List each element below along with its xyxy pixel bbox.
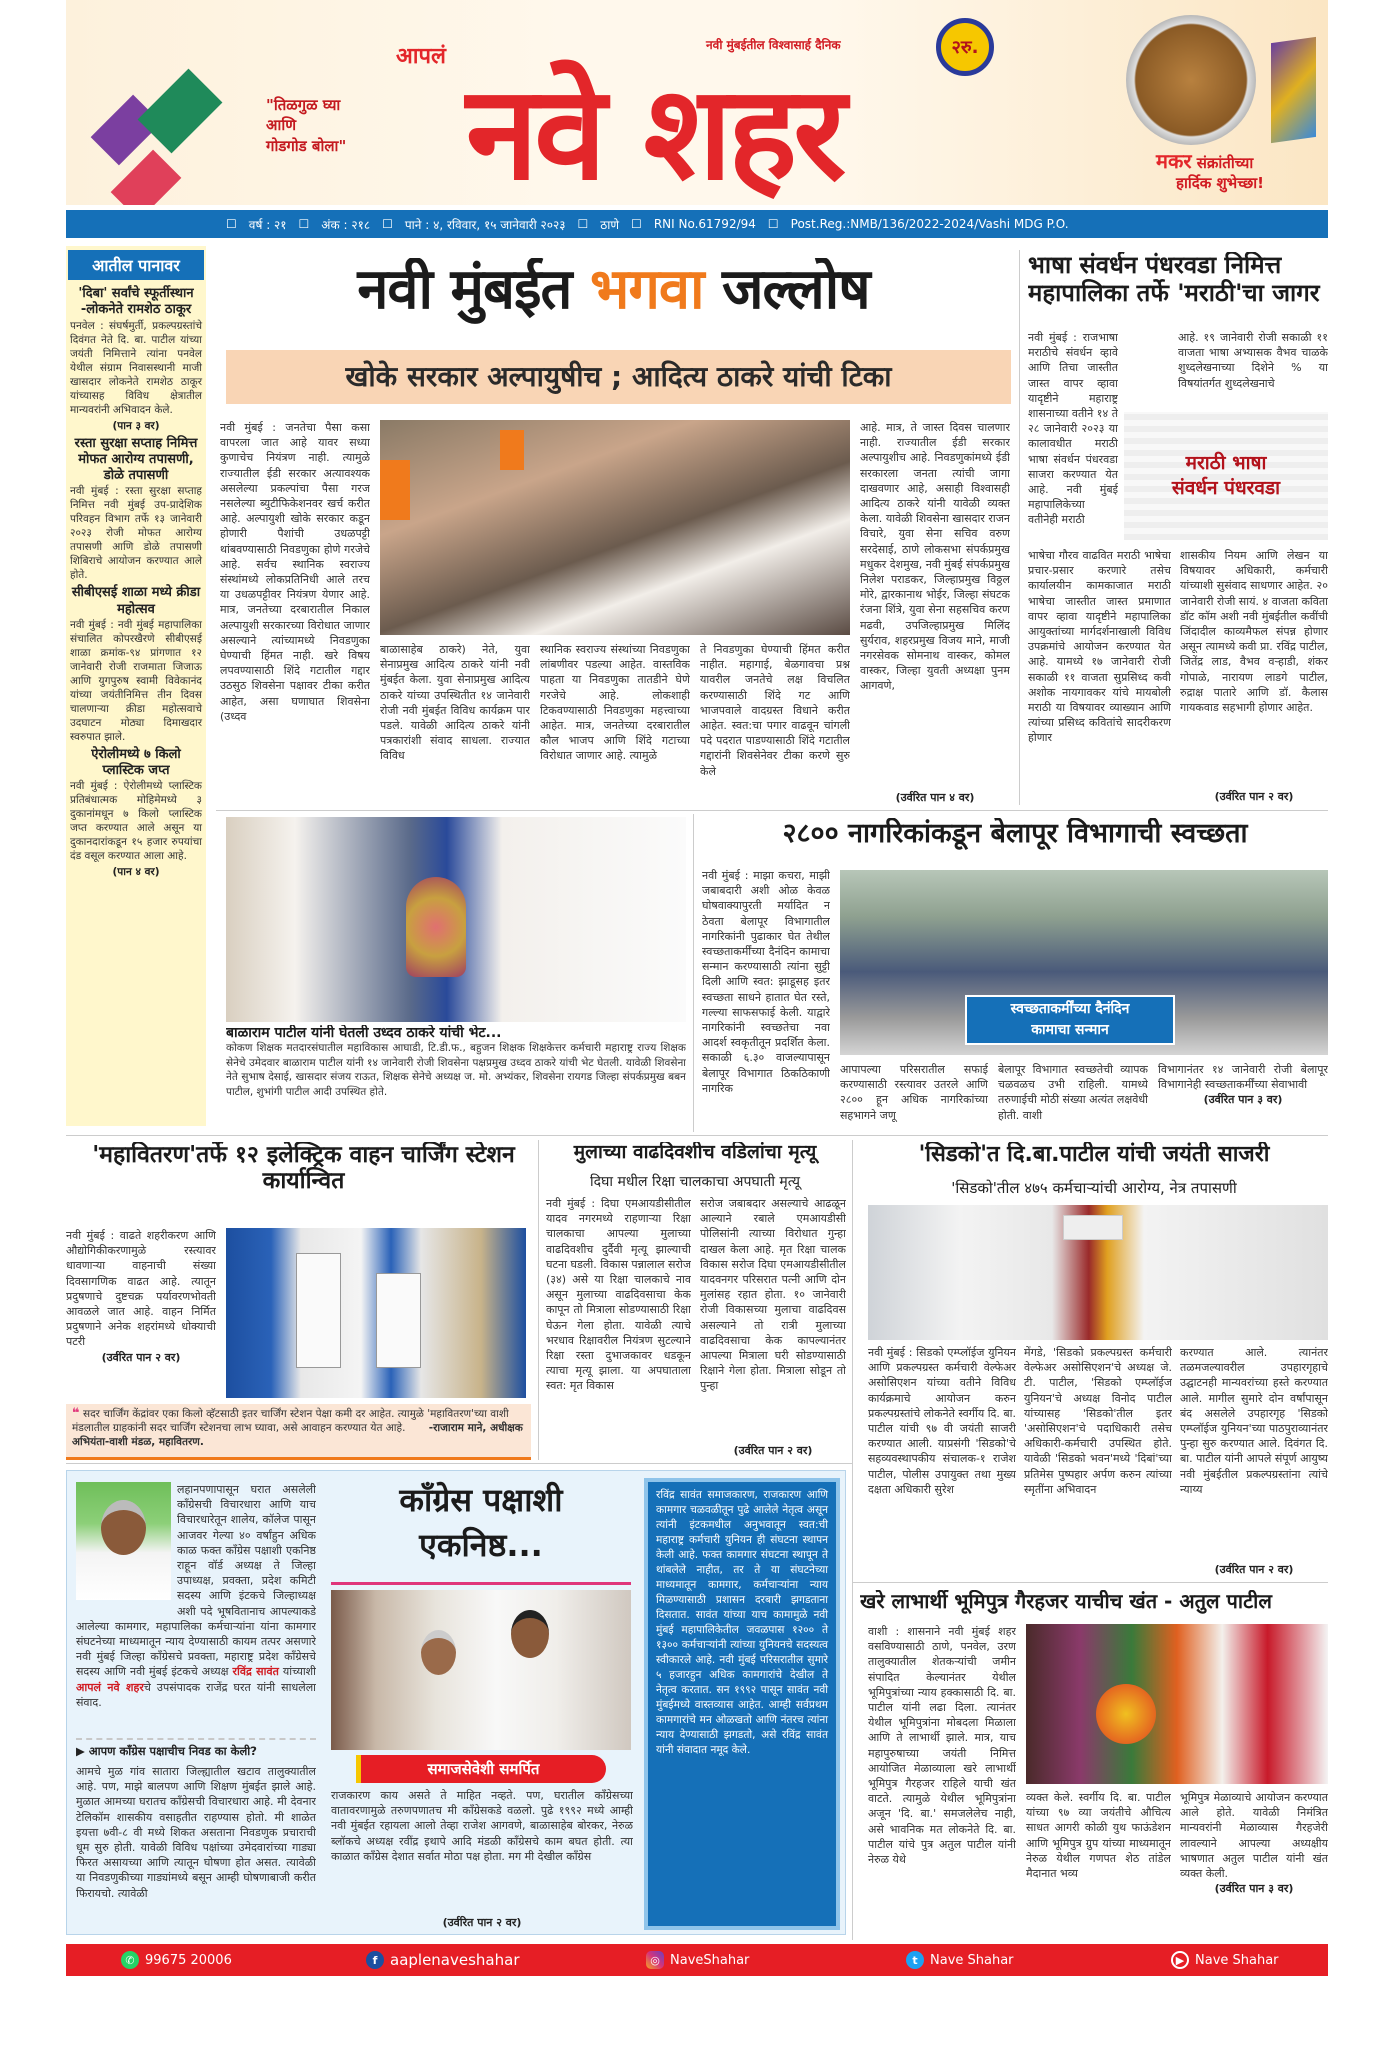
year: वर्ष : २१ (248, 217, 287, 232)
cidco-logo (1063, 1215, 1123, 1240)
masthead (66, 0, 1328, 205)
marathi-headline: भाषा संवर्धन पंधरवडा निमित्त महापालिका तर्फे 'मराठी'चा जागर (1028, 252, 1320, 307)
sankrant-greeting (1156, 148, 1264, 194)
headline-line: एकनिष्ठ... (419, 1525, 543, 1564)
marathi-column-2-text: शासकीय नियम आणि लेखन या विषयावर अधिकारी, कर्मचारी यांच्याशी सुसंवाद साधणार आहेत. २० जानेवारी रोजी सायं. ४ वाजता कविता डॉट कॉम अशी नवी मुंबईतील कवींची जिंदादील काव्यमैफल संपन्न होणार असून त्यामध्ये कवी प्रा. रविंद्र पाटील, जितेंद्र लाड, वैभव वऱ्हाडी, शंकर गोपाळे, नारायण लाडगे पाटील, रुद्राक्ष पातारे आणि डॉ. कैलास गायकवाड सहभागी होणार आहेत. (1180, 549, 1328, 715)
balaram-caption-body: कोकण शिक्षक मतदारसंघातील महाविकास आघाडी, टि.डी.फ., बहुजन शिक्षक शिक्षकेत्तर कर्मचारी महाराष्ट्र राज्य शिक्षक सेनेचे उमेदवार बाळाराम पाटील यांनी १४ जानेवारी रोजी शिवसेना पक्षप्रमुख उध्दव ठाकरे यांची भेट घेतली. यावेळी शिवसेना नेते सुभाष देसाई, खासदार संजय राऊत, शिक्षक सेनेचे अध्यक्ष ज. मो. अभ्यंकर, शिवसेना रायगड जिल्हा संपर्कप्रमुख बबन पाटील, शुभांगी पाटील आदी उपस्थित होते. (226, 1042, 686, 1098)
atul-column-3 (1180, 1790, 1328, 1934)
pages-date: पाने : ४, रविवार, १५ जानेवारी २०२३ (404, 217, 566, 232)
accident-column-2 (700, 1196, 846, 1458)
pre-title: आपलं (396, 44, 446, 69)
headline-line: कॉंग्रेस पक्षाशी (399, 1481, 563, 1519)
cleanliness-column-1: नवी मुंबई : माझा कचरा, माझी जबाबदारी अशी ओळ केवळ घोषवाक्यापुरती मर्यादित न ठेवता बेलापूर विभागातील नागरिकांनी पुढाकार घेत तेथील स्वच्छताकर्मींच्या दैनंदिन कामाचा सन्मान करण्यासाठी त्यांना सुट्टी दिली आणि स्वत: झाडूसह इतर स्वच्छता साधने हातात घेत रस्ते, गल्ल्या साफसफाई केली. याद्वारे नागरिकांनी स्वच्छतेचा नवा आदर्श स्वकृतीतून प्रदर्शित केला. सकाळी ६.३० वाजल्यापासून बेलापूर विभागात ठिकठिकाणी नागरिक (702, 869, 830, 1095)
ev-body (66, 1228, 216, 1400)
cleanliness-banner (965, 995, 1175, 1045)
charger-icon (296, 1253, 341, 1368)
charger-icon (376, 1273, 421, 1368)
intro-text: चे उपसंपादक राजेंद्र घरत यांनी साधलेला संवाद. (76, 1680, 316, 1709)
question (76, 1744, 316, 1762)
quote-attribution: -राजाराम माने, अधीक्षक अभियंता-वाशी मंडळ, महावितरण. (72, 1422, 523, 1448)
rni-number: RNI No.61792/94 (653, 217, 756, 231)
youtube-icon: ▶ (1171, 1951, 1189, 1969)
checkbox-icon: ☐ (382, 217, 393, 231)
marathi-column-1-bottom: भाषेचा गौरव वाढवित मराठी भाषेचा प्रचार-प्रसार करणारे तसेच कार्यालयीन कामकाजात मराठी भाषेचा जास्तीत जास्त प्रमाणात वापर व्हावा यादृष्टीने महापालिका आयुक्तांच्या मार्गदर्शनाखाली विविध उपक्रमांचे आयोजन करण्यात येत आहे. यामध्ये १७ जानेवारी रोजी सकाळी ११ वाजता सुप्रसिध्द कवी अशोक नायगावकर यांचे मायबोली मराठी या विषयावर व्याख्यान आणि त्यांच्या प्रसिध्द कवितांचे सादरीकरण होणार (1028, 549, 1171, 745)
headline-text: नवी मुंबईत (357, 258, 572, 322)
atul-column-3-text: भूमिपुत्र मेळाव्याचे आयोजन करण्यात आले होते. यावेळी निमंत्रित मान्यवरांनी मेळाव्यास गैरहजेरी लावल्याने आपल्या अध्यक्षीय भाषणात अतुल पाटील यांनी खंत व्यक्त केली. (1180, 1791, 1328, 1881)
checkbox-icon: ☐ (767, 217, 779, 231)
headline-highlight: भगवा (589, 258, 704, 322)
horizontal-divider (66, 1463, 852, 1464)
accident-column-1: नवी मुंबई : दिघा एमआयडीसीतील यादव नगरमध्ये राहणाऱ्या रिक्षा चालकाचा आपल्या मुलाच्या वाढदिवशीच दुर्दैवी मृत्यू झाल्याची घटना घडली. विकास पन्नालाल सरोज (३४) असे या रिक्षा चालकाचे नाव असून मुलाच्या वाढदिवसाचा केक कापून तो मित्राला सोडण्यासाठी रिक्षा घेऊन गेला होता. यावेळी त्याचे भरधाव रिक्षावरील नियंत्रण सुटल्याने रिक्षा रस्ता दुभाजकावर धडकून त्याचा मृत्यू झाला. या अपघाताला स्वत: मृत विकास (546, 1197, 691, 1393)
postal-registration: Post.Reg.:NMB/136/2022-2024/Vashi MDG P.O. (790, 217, 1069, 231)
sidebar-item[interactable] (70, 286, 202, 433)
checkbox-icon: ☐ (631, 217, 642, 231)
saffron-flag-icon (500, 430, 524, 470)
sidebar-item-body: पनवेल : संघर्षमुर्ती, प्रकल्पग्रस्तांचे दिवंगत नेते दि. बा. पाटील यांच्या जयंती निमित्ताने त्यांना पनवेल येथील संग्राम निवासस्थानी माजी खासदार लोकनेते रामशेठ ठाकूर यांच्यासह विविध क्षेत्रातील मान्यवरांनी अभिवादन केले. (70, 319, 202, 416)
horizontal-divider (852, 1582, 1328, 1583)
column-divider (538, 1140, 539, 1460)
marathi-column-2-top: आहे. १९ जानेवारी रोजी सकाळी ११ वाजता भाषा अभ्यासक वैभव चाळके शुध्दलेखनाच्या दिशेने % या विषयांतर्गत शुध्दलेखनाचे (1178, 331, 1328, 390)
sidebar-item-title: रस्ता सुरक्षा सप्ताह निमित्त मोफत आरोग्य तपासणी, डोळे तपासणी (74, 435, 198, 483)
sawant-profile-box: रविंद्र सावंत समाजकारण, राजकारण आणि कामगार चळवळीतून पुढे आलेले नेतृत्व असून त्यांनी इंटकमधील अनुभवातून स्वत:ची महाराष्ट्र कर्मचारी युनियन ही संघटना स्थापन केली आहे. फक्त कामगार संघटना स्थापून ते थांबलेले नाहीत, तर ते या संघटनेच्या माध्यमातून कामगार, कर्मचाऱ्यांना न्याय मिळण्यासाठी प्रशासन दरबारी झगडताना दिसतात. सावंत यांच्या याच कामामुळे नवी मुंबई महापालिकेतील जवळपास १२०० ते १३०० कर्मचाऱ्यांनी त्यांच्या युनियनचे सदस्यत्व स्वीकारले आहे. नवी मुंबई परिसरातील सुमारे ५ हजारहुन अधिक कामगारांचे देखील ते नेतृत्व करतात. सन १९९२ पासून सावंत नवी मुंबईमध्ये वास्तव्यास आहेत. आम्ही सर्वप्रथम कामगारांचे मन ओळखतो आणि नंतरच त्यांना न्याय देण्यासाठी झगडतो, असे रविंद्र सावंत यांनी संवादात नमूद केले. (644, 1478, 840, 1930)
congress-headline (328, 1478, 634, 1578)
answer-text: राजकारण काय असते ते माहित नव्हते. पण, घरातील कॉंग्रेसच्या वातावरणामुळे तरुणपणातच मी कॉंग्रेसकडे वळलो. पुढे १९९२ मध्ये आम्ही नवी मुंबईत रहायला आलो तेव्हा राजेश आगवणे, बाळासाहेब बोरकर, नेरुळ ब्लॉकचे अध्यक्ष रवींद्र इथापे आदि मंडळी कॉंग्रेसचे काम बघत होती. त्या काळात कॉंग्रेस देशात सर्वात मोठा पक्ष होता. मग मी देखील कॉंग्रेस (331, 1789, 633, 1863)
sidebar-item[interactable] (70, 585, 202, 744)
lead-column-2: बाळासाहेब ठाकरे) नेते, युवा सेनाप्रमुख आदित्य ठाकरे यांनी नवी मुंबईत केला. युवा सेनाप्रमुख आदित्य ठाकरे यांच्या उपस्थितीत १४ जानेवारी रोजी नवी मुंबईत विविध कार्यक्रम पार पडले. यावेळी आदित्य ठाकरे यांनी पत्रकारांशी संवाद साधला. राज्यात विविध (380, 643, 530, 763)
balaram-caption (226, 1025, 686, 1130)
atul-column-2: व्यक्त केले. स्वर्गीय दि. बा. पाटील यांच्या ९७ व्या जयंतीचे औचित्य साधत आगरी कोळी युथ फाऊंडेशन आणि भूमिपुत्र ग्रुप यांच्या माध्यमातून नेरुळ येथील गणपत शेठ तांडेल मैदानात भव्य (1026, 1791, 1171, 1881)
sidebar-item-body: नवी मुंबई : रस्ता सुरक्षा सप्ताह निमित्त नवी मुंबई उप-प्रादेशिक परिवहन विभाग तर्फे १३ जानेवारी २०२३ रोजी मोफत आरोग्य तपासणी आणि डोळे तपासणी शिबिराचे आयोजन करण्यात आले होते. (70, 485, 202, 582)
sidebar-item-title: ऐरोलीमध्ये ७ किलो प्लास्टिक जप्त (91, 746, 181, 778)
continued-label: (उर्वरित पान २ वर) (733, 1443, 813, 1457)
atul-headline: खरे लाभार्थी भूमिपुत्र गैरहजर याचीच खंत - अतुल पाटील (860, 1590, 1272, 1613)
newspaper-page (66, 0, 1328, 2000)
name-highlight: रविंद्र सावंत (232, 1665, 279, 1679)
lead-headline (216, 258, 1011, 342)
ev-headline: 'महावितरण'तर्फे १२ इलेक्ट्रिक वाहन चार्जिंग स्टेशन कार्यान्वित (92, 1142, 515, 1195)
ravindra-sawant-portrait (76, 1482, 171, 1600)
cleanliness-column-2: आपापल्या परिसरातील सफाई करण्यासाठी रस्त्यावर उतरले आणि २८०० हून अधिक नागरिकांच्या सहभागने जणू (840, 1063, 988, 1122)
cleanliness-column-3: बेलापूर विभागात स्वच्छतेची व्यापक चळवळच उभी राहिली. यामध्ये तरुणाईची मोठी संख्या अत्यंत लक्षवेधी होती. वाशी (998, 1063, 1148, 1122)
saffron-flag-icon (380, 460, 410, 520)
headline-underline (331, 1582, 631, 1585)
footer-twitter[interactable] (906, 1951, 1014, 1969)
marathi-graphic (1124, 412, 1328, 540)
whatsapp-icon: ✆ (121, 1951, 139, 1969)
congress-answer-2 (331, 1788, 633, 1930)
lead-column-4: ते निवडणुका घेण्याची हिंमत करीत नाहीत. महागाई, बेळगावचा प्रश्न यावरील जनतेचे लक्ष विचलित करण्यासाठी शिंदे गट आणि भाजपवाले वादग्रस्त विधाने करीत आहेत. स्वत:चा पगार वाढवून चांगली पदे पदरात पाडण्यासाठी शिंदे गटातील गद्दारांनी शिवसेनेवर टीका करणे सुरु केले (700, 643, 850, 778)
kite-stack-illustration (1271, 37, 1316, 143)
checkbox-icon: ☐ (298, 217, 310, 231)
marathi-column-1-top: नवी मुंबई : राजभाषा मराठीचे संवर्धन व्हावे आणि तिचा जास्तीत जास्त वापर व्हावा यादृष्टीने महाराष्ट्र शासनाच्या वतीने १४ ते २८ जानेवारी २०२३ या कालावधीत मराठी भाषा संवर्धन पंधरवडा साजरा करण्यात येत आहे. नवी मुंबई महापालिकेच्या वतीनेही मराठी (1028, 331, 1118, 527)
cleanliness-headline: २८०० नागरिकांकडून बेलापूर विभागाची स्वच्छता (782, 818, 1248, 849)
quote-icon: ❝ (72, 1406, 80, 1421)
facebook-icon: f (366, 1951, 384, 1969)
paper-name-highlight: आपलं नवे शहर (76, 1680, 144, 1694)
city: ठाणे (600, 217, 620, 232)
cidco-column-3-text: करण्यात आले. त्यानंतर तळमजल्यावरील उपहारगृहाचे उद्घाटनही मान्यवरांच्या हस्ते करण्यात आले. मागील सुमारे दोन वर्षांपासून बंद असलेले उपहारगृह 'सिडको एम्प्लॉईज युनियन'च्या पाठपुराव्यानंतर पुन्हा सुरु करण्यात आले. दिवंगत दि. बा. पाटील यांनी आपले संपूर्ण आयुष्य नवी मुंबईतील प्रकल्पग्रस्तांना त्यांचे न्याय्य (1180, 1346, 1328, 1496)
sidebar-header: आतील पानावर (68, 250, 204, 280)
balaram-meeting-photo (226, 817, 686, 1022)
price-badge: २रु. (936, 18, 994, 76)
samajseva-banner: समाजसेवेशी समर्पित (356, 1755, 606, 1783)
greeting-text: संक्रांतीच्या (1196, 154, 1254, 172)
marathi-column-2-bottom (1180, 548, 1328, 804)
footer-label: 99675 20006 (145, 1952, 232, 1968)
continued-label: (उर्वरित पान ४ वर) (895, 790, 975, 804)
sidebar-item[interactable] (70, 436, 202, 583)
column-divider (693, 814, 694, 1132)
continued-label: (उर्वरित पान ३ वर) (1214, 1882, 1294, 1896)
ev-charging-station-photo (226, 1228, 526, 1398)
checkbox-icon: ☐ (226, 217, 237, 231)
twitter-icon: t (906, 1951, 924, 1969)
graphic-text: संवर्धन पंधरवडा (1171, 477, 1281, 499)
congress-left-column (76, 1482, 316, 1732)
footer-label: NaveShahar (670, 1952, 750, 1968)
graphic-text: मराठी भाषा (1185, 452, 1267, 475)
tilgul-greeting (266, 95, 346, 156)
cleanliness-column-4 (1158, 1062, 1328, 1130)
cidco-headline: 'सिडको'त दि.बा.पाटील यांची जयंती साजरी (918, 1142, 1270, 1167)
bouquet-icon (406, 877, 466, 977)
face-icon (101, 1500, 146, 1555)
lead-column-5-text: आहे. मात्र, ते जास्त दिवस चालणार नाही. राज्यातील ईडी सरकार अल्पायुशीच आहे. निवडणुकांमध्ये ईडी सरकारला जनता त्यांची जागा दाखवणार आहे, असाही विश्वासही आदित्य ठाकरे यांनी यावेळी व्यक्त केला. यावेळी शिवसेना खासदार राजन विचारे, युवा सेना सचिव वरुण सरदेसाई, ठाणे लोकसभा संपर्कप्रमुख मधुकर देशमुख, नवी मुंबई संपर्कप्रमुख निलेश पराडकर, जिल्हाप्रमुख विठ्ठल मोरे, द्वारकानाथ भोईर, जिल्हा संघटक रंजना शिंत्रे, युवा सेना सहसचिव करण मढवी, उपजिल्हाप्रमुख मिलिंद सुर्यराव, शहरप्रमुख विजय माने, माजी नगरसेवक सोमनाथ वास्कर, कोमल वास्कर, जिल्हा युवती अध्यक्षा पुनम आगवणे, (860, 421, 1010, 693)
banner-text: स्वच्छताकर्मींच्या दैनंदिन (1010, 1001, 1130, 1017)
intro-text: लहानपणापासून घरात असलेली कॉंग्रेसची विचारधारा आणि याच विचारधारेतून शालेय, कॉलेज पासून आजवर गेल्या ४० वर्षांहुन अधिक काळ फक्त कॉंग्रेस पक्षाशी एकनिष्ठ राहून वॉर्ड अध्यक्ष ते जिल्हा उपाध्यक्ष, प्रवक्ता, प्रदेश कमिटी सदस्य आणि इंटकचे जिल्हाध्यक्ष अशी पदे भूषवितानाच आपल्याकडे आलेल्या कामगार, महापालिका कर्मचाऱ्यांना यांना कामगार संघटनेच्या माध्यमातून न्याय देण्यासाठी कायम तत्पर असणारे नवी मुंबई जिल्हा कॉंग्रेसचे प्रवक्ता, महाराष्ट्र प्रदेश कॉंग्रेसचे सदस्य आणि नवी मुंबई इंटकचे अध्यक्ष (76, 1483, 316, 1679)
instagram-icon: ◎ (646, 1951, 664, 1969)
arrow-right-icon: ▶ (76, 1744, 85, 1758)
sidebar-item-title: सीबीएसई शाळा मध्ये क्रीडा महोत्सव (71, 585, 201, 617)
column-divider (1019, 250, 1020, 805)
continued-label: (उर्वरित पान २ वर) (101, 1350, 181, 1364)
question-text: आपण कॉंग्रेस पक्षाचीच निवड का केली? (88, 1744, 257, 1758)
footer-facebook[interactable] (366, 1951, 520, 1969)
cidco-tribute-photo (868, 1205, 1328, 1340)
continued-label: (उर्वरित पान २ वर) (1214, 789, 1294, 803)
lead-subhead: खोके सरकार अल्पायुषीच ; आदित्य ठाकरे यांची टिका (226, 350, 1011, 404)
horizontal-divider (66, 1135, 1328, 1136)
cidco-column-2: मेंगडे, 'सिडको प्रकल्पग्रस्त कर्मचारी वेल्फेअर असोसिएशन'चे अध्यक्ष जे. टी. पाटील, 'सिडको एम्प्लॉईज युनियन'चे अध्यक्ष विनोद पाटील यांच्यासह 'सिडको'तील इतर 'असोसिएशन'चे पदाधिकारी तसेच अधिकारी-कर्मचारी उपस्थित होते. यावेळी 'सिडको भवन'मध्ये 'दिबां'च्या प्रतिमेस पुष्पहार अर्पण करुन त्यांच्या स्मृतींना अभिवादन (1024, 1346, 1172, 1496)
congress-answer-1: आमचे मुळ गांव सातारा जिल्ह्यातील खटाव तालुक्यातील आहे. पण, माझे बालपण आणि शिक्षण मुंबईत झाले आहे. मुळात आमच्या घरातच कॉंग्रेसची विचारधारा आहे. मी देवनार टेलिकॉम शासकीय वसाहतीत राहण्यास होतो. मी शाळेत इयत्ता ७वी-८ वी मध्ये शिकत असताना निवडणुक प्रचाराची धूम सुरु होती. यावेळी विविध पक्षांच्या उमेदवारांच्या गाड्या फिरत असायच्या आणि त्यातून घोषणा होत असत. त्यावेळी या निवडणुकीच्या गाड्यांमध्ये बसून आम्ही घोषणाबाजी करीत फिरायचो. त्यावेळी (76, 1765, 316, 1900)
sidebar-item-body: नवी मुंबई : नवी मुंबई महापालिका संचालित कोपरखैरणे सीबीएसई शाळा क्रमांक-९४ प्रांगणात १२ जानेवारी रोजी राजमाता जिजाऊ आणि युगपुरुष स्वामी विवेकानंद यांच्या जयंतीनिमित्त तीन दिवस चालणाऱ्या क्रीडा महोत्सवाचे उदघाटन मोठ्या दिमाखदार स्वरुपात झाले. (70, 618, 202, 743)
accident-column-2-text: सरोज जबाबदार असल्याचे आढळून आल्याने रबाले एमआयडीसी पोलिसांनी त्याच्या विरोधात गुन्हा दाखल केला आहे. मृत रिक्षा चालक विकास सरोज दिघा एमआयडीसीतील यादवनगर परिसरात पत्नी आणि दोन मुलांसह रहात होता. १० जानेवारी रोजी विकासच्या मुलाचा वाढदिवस असल्याने तो रात्री मुलाच्या वाढदिवसाचा केक कापल्यानंतर आपल्या मित्राला घरी सोडण्यासाठी रिक्षाने गेला होता. मित्राला सोडून तो पुन्हा (700, 1197, 846, 1393)
issue-info-bar (66, 210, 1328, 238)
headline-text: जल्लोष (722, 258, 870, 322)
accident-headline: मुलाच्या वाढदिवशीच वडिलांचा मृत्यू (573, 1142, 817, 1163)
continued-label: (उर्वरित पान २ वर) (1214, 1562, 1294, 1576)
face-icon (421, 1630, 456, 1675)
kite-icon (138, 69, 223, 154)
question-divider (76, 1738, 316, 1740)
issue-number: अंक : २१८ (321, 217, 371, 232)
congress-meeting-photo (331, 1590, 631, 1750)
cidco-column-1: नवी मुंबई : सिडको एम्प्लॉईज युनियन आणि प्रकल्पग्रस्त कर्मचारी वेल्फेअर असोसिएशन यांच्या वतीने विविध कार्यक्रमाचे आयोजन करुन प्रकल्पग्रस्तांचे लोकनेते स्वर्गीय दि. बा. पाटील यांची ९७ वी जयंती साजरी करण्यात आली. याप्रसंगी 'सिडको'चे सहव्यवस्थापकीय संचालक-१ राजेश पाटील, पोलीस उपायुक्त तथा मुख्य दक्षता अधिकारी सुरेश (868, 1346, 1016, 1496)
continued-label: (पान ४ वर) (112, 866, 160, 879)
sidebar-item-body: नवी मुंबई : ऐरोलीमध्ये प्लास्टिक प्रतिबंधात्मक मोहिमेमध्ये ३ दुकानांमधून ७ किलो प्लास्टिक जप्त करण्यात आले असून या दुकानदारांकडून १५ हजार रुपयांचा दंड वसूल करण्यात आला आहे. (70, 780, 202, 863)
sidebar-item-title: 'दिबा' सर्वांचे स्फूर्तीस्थान -लोकनेते रामशेठ ठाकूर (78, 286, 194, 318)
atul-column-1: वाशी : शासनाने नवी मुंबई शहर वसविण्यासाठी ठाणे, पनवेल, उरण तालुक्यातील शेतकऱ्यांची जमीन संपादित केल्यानंतर येथील भूमिपुत्रांच्या न्याय हक्कासाठी दि. बा. पाटील यांनी लढा दिला. त्यानंतर येथील भूमिपुत्रांना मोबदला मिळाला आणि ते लाभार्थी झाले. मात्र, याच महापुरुषाच्या जयंती निमित्त आयोजित मेळाव्याला खरे लाभार्थी भूमिपुत्र गैरहजर राहिले याची खंत वाटते. त्यामुळे येथील भूमिपुत्रांना अजून 'दि. बा.' समजलेलेच नाही, असे भावनिक मत लोकनेते दि. बा. पाटील यांचे पुत्र अतुल पाटील यांनी नेरुळ येथे (868, 1625, 1016, 1867)
inside-pages-sidebar (66, 246, 206, 1126)
greeting-highlight: मकर (1156, 149, 1192, 173)
intro-text: यांच्याशी (282, 1665, 316, 1679)
cleanliness-drive-photo (840, 870, 1328, 1055)
kites-illustration (96, 70, 236, 200)
cidco-column-3 (1180, 1345, 1328, 1577)
face-icon (511, 1610, 549, 1658)
checkbox-icon: ☐ (577, 217, 589, 231)
quote-text: सदर चार्जिंग केंद्रांवर एका किलो व्हॅटसाठी इतर चार्जिंग स्टेशन पेक्षा कमी दर आहेत. त्यामुळे 'महावितरण'च्या वाशी मंडलातील ग्राहकांनी सदर चार्जिंग स्टेशनचा लाभ घ्यावा, असे आवाहन करण्यात येत आहे. (72, 1408, 509, 1434)
greeting-line: आणि (266, 116, 297, 135)
ev-body-text: नवी मुंबई : वाढते शहरीकरण आणि औद्योगिकीकरणामुळे रस्त्यावर धावणाऱ्या वाहनाची संख्या दिवसागणिक वाढत आहे. त्यातून प्रदुषणाचे दुष्टचक्र पर्यावरणभोवती आवळले जात आहे. वाहन निर्मित प्रदुषणाने अनेक शहरांमध्ये धोक्याची पटरी (66, 1229, 216, 1349)
lead-rally-photo (380, 420, 850, 635)
lead-column-1: नवी मुंबई : जनतेचा पैसा कसा वापरला जात आहे यावर सध्या कुणाचेच नियंत्रण नाही. त्यामुळे राज्यातील ईडी सरकार अत्यावश्यक असलेल्या प्रकल्पांचा पैसा गरज नसलेल्या ब्युटीफिकेशनवर खर्च करीत आहे. अल्पायुशी खोके सरकार कडून होणारी पैशांची उधळपट्टी थांबवण्यासाठी निवडणुका होणे गरजेचे आहे. सर्वच स्थानिक स्वराज्य संस्थांमध्ये लोकप्रतिनिधी आले तरच या उधळपट्टीवर नियंत्रण येणार आहे. मात्र, जनतेच्या दरबारातील निकाल अल्पायुशी सरकारच्या विरोधात जाणार असल्याने त्यांच्यामध्ये निवडणुका घेण्याची हिंमत नाही. खरे विषय लपवण्यासाठी शिंदे गटातील गद्दार उठसुठ शिवसेना पक्षावर टीका करीत आहेत, असा घणाघात शिवसेना (उध्दव (220, 421, 370, 723)
banner-text: कामाचा सन्मान (1031, 1022, 1109, 1038)
ev-quote-box (66, 1404, 531, 1460)
lead-column-3: स्थानिक स्वराज्य संस्थांच्या निवडणुका लांबणीवर पडल्या आहेत. वास्तविक पाहता या निवडणुका तातडीने घेणे गरजेचे आहे. लोकशाही टिकवण्यासाठी निवडणुका महत्त्वाच्या आहेत. मात्र, जनतेच्या दरबारातील कौल भाजप आणि शिंदे गटाच्या विरोधात जाणार आहे. त्यामुळे (540, 643, 690, 763)
horizontal-divider (216, 810, 1328, 811)
continued-label: (उर्वरित पान ३ वर) (1203, 1093, 1283, 1107)
balaram-caption-title: बाळाराम पाटील यांनी घेतली उध्दव ठाकरे यांची भेट... (226, 1025, 502, 1041)
greeting-line: "तिळगुळ घ्या (266, 96, 341, 114)
footer-youtube[interactable] (1171, 1951, 1279, 1969)
sidebar-item[interactable] (70, 747, 202, 880)
tagline: नवी मुंबईतील विश्वासार्ह दैनिक (706, 38, 841, 52)
continued-label: (पान ३ वर) (112, 419, 160, 432)
footer-whatsapp[interactable] (121, 1951, 232, 1969)
flower-garland-icon (1096, 1684, 1156, 1744)
footer-label: Nave Shahar (1195, 1952, 1279, 1968)
greeting-text: हार्दिक शुभेच्छा! (1176, 174, 1264, 192)
lead-column-5 (860, 420, 1010, 805)
footer-label: aaplenaveshahar (390, 1951, 520, 1969)
newspaper-title: नवे शहर (466, 57, 843, 205)
cleanliness-column-4-text: विभागानंतर १४ जानेवारी रोजी बेलापूर विभागानेही स्वच्छताकर्मींच्या सेवाभावी (1158, 1063, 1328, 1092)
tilgul-sweets-illustration (1126, 15, 1256, 145)
cidco-subhead: 'सिडको'तील ४७५ कर्मचाऱ्यांची आरोग्य, नेत्र तपासणी (951, 1179, 1237, 1197)
accident-subhead: दिघा मधील रिक्षा चालकाचा अपघाती मृत्यू (590, 1174, 800, 1190)
footer-instagram[interactable] (646, 1951, 749, 1969)
greeting-line: गोडगोड बोला" (266, 136, 347, 155)
column-divider (852, 1140, 853, 1940)
footer-label: Nave Shahar (930, 1952, 1014, 1968)
social-footer-bar (66, 1944, 1328, 1976)
continued-label: (उर्वरित पान २ वर) (442, 1915, 522, 1929)
jayanti-tribute-photo (1026, 1624, 1328, 1784)
